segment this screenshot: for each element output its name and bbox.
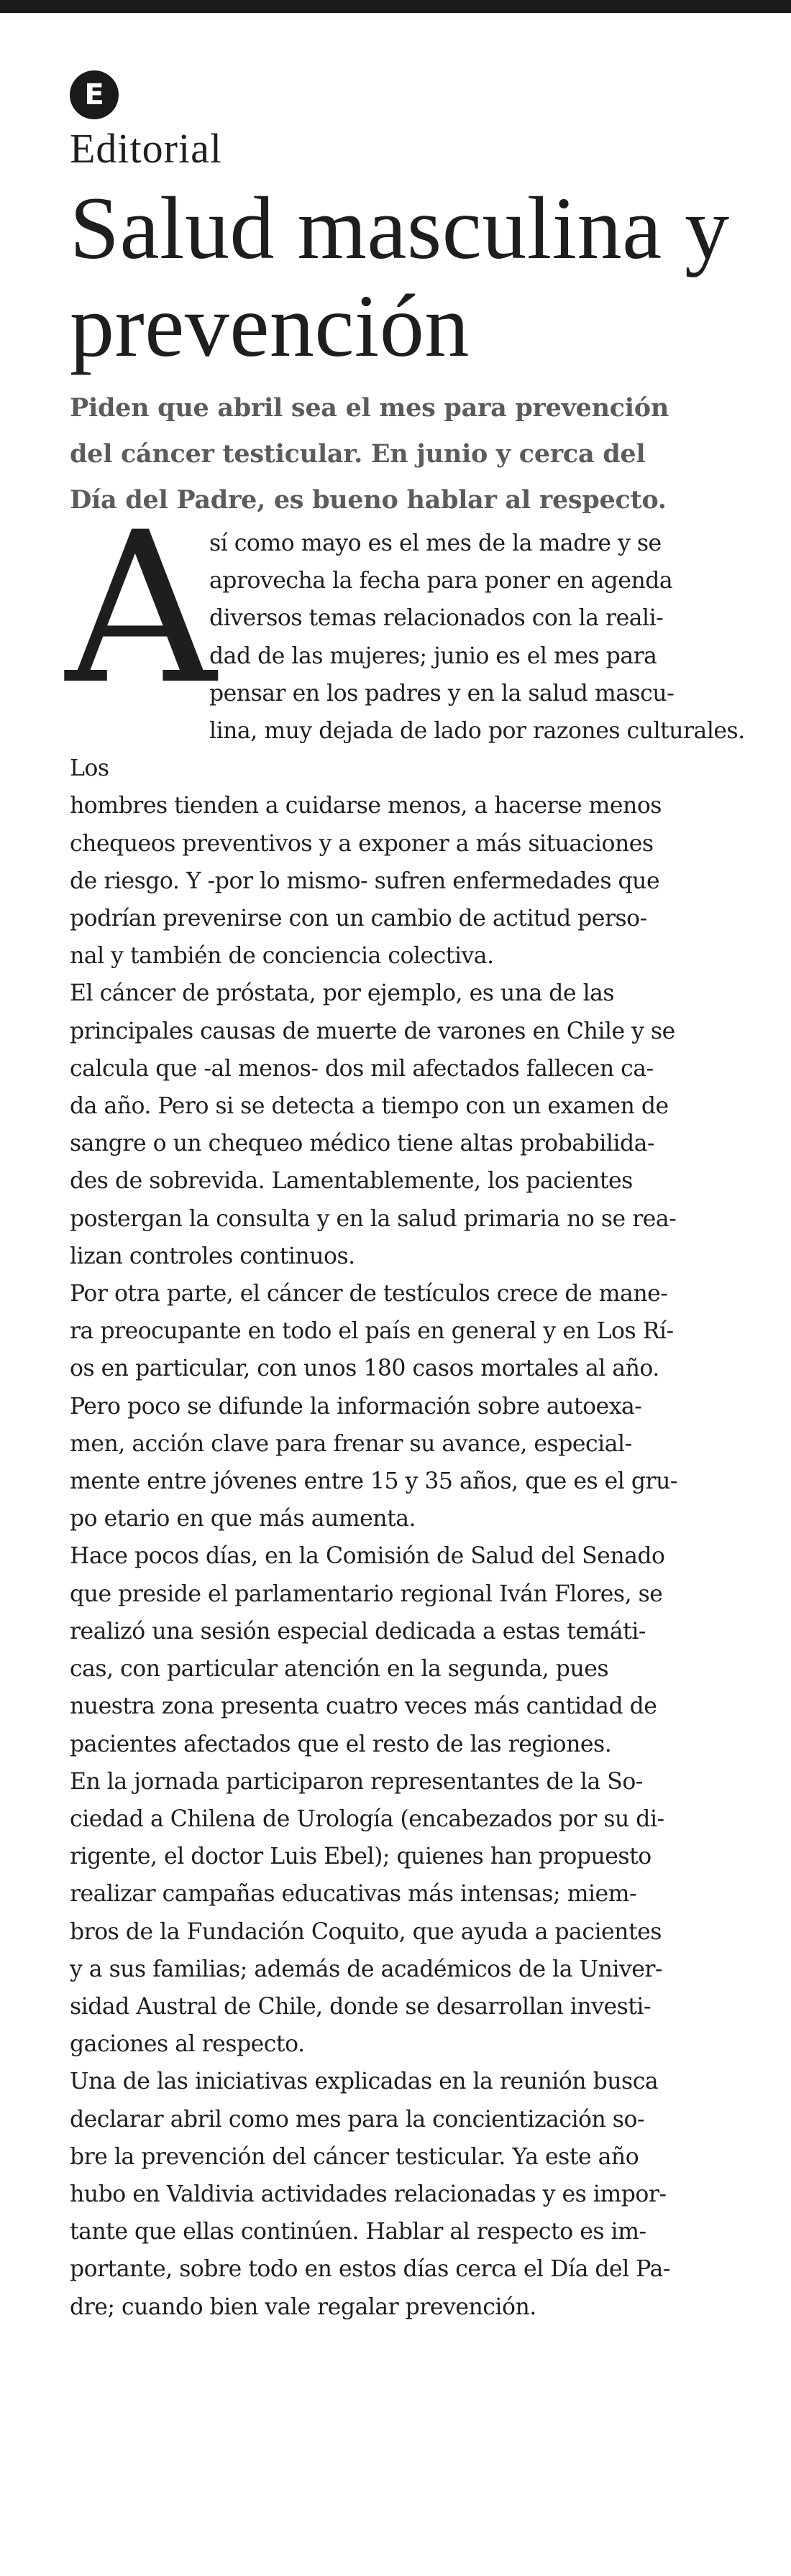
paragraph-1-text: sí como mayo es el mes de la madre y se aprovecha la fecha para poner en agenda diversos temas relacionados con la reali- dad de las mujeres; junio es el mes para pensar en los padres y en la salud mascu- lina, muy dejada de lado por razones culturales. Los hombres tienden a cuidarse menos, a hacerse menos chequeos preventivos y a exponer a más situaciones de riesgo. Y -por lo mismo- sufren enfermedades que podrían prevenirse con un cambio de actitud perso- nal y también de conciencia colectiva.: [70, 530, 745, 970]
paragraph-4: Hace pocos días, en la Comisión de Salud del Senado que preside el parlamentario regional Iván Flores, se realizó una sesión especial dedicada a estas temáti- cas, con particular atención en la segunda, pues nuestra zona presenta cuatro veces más cantidad de pacientes afectados que el resto de las regiones.: [70, 1543, 665, 1757]
paragraph-6: Una de las iniciativas explicadas en la reunión busca declarar abril como mes para la concientización so- bre la prevención del cáncer testicular. Ya este año hubo en Valdivia actividades relacionadas y es impor- tante que ellas continúen. Hablar al respecto es im- portante, sobre todo en estos días cerca el Día del Pa- dre; cuando bien vale regalar prevención.: [70, 2069, 670, 2320]
paragraph-5: En la jornada participaron representantes de la So- ciedad a Chilena de Urología (encabezados por su di- rigente, el doctor Luis Ebel); quienes han propuesto realizar campañas educativas más intensas; miem- bros de la Fundación Coquito, que ayuda a pacientes y a sus familias; además de académicos de la Univer- sidad Austral de Chile, donde se desarrollan investi- gaciones al respecto.: [70, 1768, 664, 2058]
top-rule: [0, 0, 791, 13]
paragraph-3: Por otra parte, el cáncer de testículos crece de mane- ra preocupante en todo el país en general y en Los Rí- os en particular, con unos 180 casos mortales al año. Pero poco se difunde la información sobre autoexa- men, acción clave para frenar su avance, especial- mente entre jóvenes entre 15 y 35 años, que es el gru- po etario en que más aumenta.: [70, 1281, 678, 1532]
deck: Piden que abril sea el mes para prevención del cáncer testicular. En junio y cerca del Día del Padre, es bueno hablar al respecto.: [70, 393, 669, 515]
section-label: Editorial: [70, 125, 222, 172]
drop-cap: A: [65, 488, 216, 730]
article-body: [65, 488, 789, 2326]
section-badge: E: [70, 70, 119, 119]
paragraph-2: El cáncer de próstata, por ejemplo, es una de las principales causas de muerte de varones en Chile y se calcula que -al menos- dos mil afectados fallecen ca- da año. Pero si se detecta a tiempo con un examen de sangre o un chequeo médico tiene altas probabilida- des de sobrevida. Lamentablemente, los pacientes postergan la consulta y en la salud primaria no se rea- lizan controles continuos.: [70, 980, 677, 1269]
paragraph-1: [65, 488, 789, 975]
headline: Salud masculina y prevención: [70, 179, 730, 375]
